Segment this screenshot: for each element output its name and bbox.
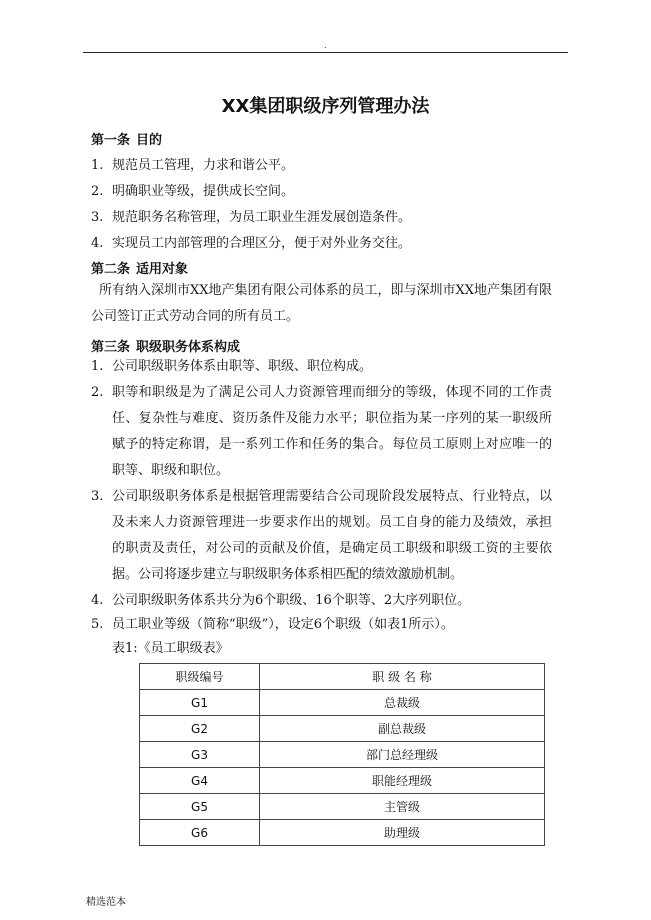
item-number: 2. xyxy=(91,385,104,400)
item-number: 4. xyxy=(91,593,104,608)
article-3-item xyxy=(91,354,552,380)
table-row xyxy=(140,820,545,846)
item-text: 公司职级职务体系共分为6个职级、16个职等、2大序列职位。 xyxy=(112,593,471,608)
article-2-heading xyxy=(91,258,188,277)
footer-text: 精选范本 xyxy=(86,897,126,908)
item-text: 职等和职级是为了满足公司人力资源管理而细分的等级，体现不同的工作责任、复杂性与难度、资历条件及能力水平；职位指为某一序列的某一职级所赋予的特定称谓，是一系列工作和任务的集合。每位员工原则上对应唯一的职等、职级和职位。 xyxy=(112,385,552,478)
article-2-body: 所有纳入深圳市XX地产集团有限公司体系的员工，即与深圳市XX地产集团有限公司签订正式劳动合同的所有员工。 xyxy=(91,283,553,324)
article-3-title: 职级职务体系构成 xyxy=(136,340,241,355)
table-header-row xyxy=(140,664,545,690)
article-1-heading xyxy=(91,129,162,148)
article-1-item xyxy=(91,232,411,251)
item-number: 5. xyxy=(91,617,104,632)
table-row xyxy=(140,716,545,742)
column-header-grade-code: 职级编号 xyxy=(140,664,260,690)
article-1-number: 第一条 xyxy=(91,133,131,148)
grade-name: 主管级 xyxy=(260,794,545,820)
table-row xyxy=(140,690,545,716)
grade-name: 助理级 xyxy=(260,820,545,846)
article-1-item xyxy=(91,154,294,173)
grade-name: 职能经理级 xyxy=(260,768,545,794)
item-number: 4. xyxy=(91,236,104,251)
article-1-item xyxy=(91,180,294,199)
article-3-number: 第三条 xyxy=(91,340,131,355)
grade-code: G4 xyxy=(140,768,260,794)
article-1-item xyxy=(91,206,411,225)
item-number: 2. xyxy=(91,184,104,199)
grade-table xyxy=(139,663,545,846)
column-header-grade-name: 职 级 名 称 xyxy=(260,664,545,690)
article-3-item xyxy=(91,380,552,484)
article-3-heading xyxy=(91,336,240,355)
grade-name: 总裁级 xyxy=(260,690,545,716)
item-number: 1. xyxy=(91,359,104,374)
item-text: 规范职务名称管理，为员工职业生涯发展创造条件。 xyxy=(112,210,412,225)
item-number: 3. xyxy=(91,489,104,504)
item-text: 规范员工管理，力求和谐公平。 xyxy=(112,158,295,173)
table-caption: 表1:《员工职级表》 xyxy=(112,641,229,656)
document-title: XX集团职级序列管理办法 xyxy=(221,96,430,117)
article-3-item xyxy=(91,612,552,638)
item-text: 公司职级职务体系由职等、职级、职位构成。 xyxy=(112,359,373,374)
grade-code: G6 xyxy=(140,820,260,846)
grade-code: G2 xyxy=(140,716,260,742)
table-row xyxy=(140,768,545,794)
article-3-item xyxy=(91,588,552,614)
item-text: 公司职级职务体系是根据管理需要结合公司现阶段发展特点、行业特点，以及未来人力资源管理进一步要求作出的规划。员工自身的能力及绩效，承担的职责及责任，对公司的贡献及价值，是确定员工职级和职级工资的主要依据。公司将逐步建立与职级职务体系相匹配的绩效激励机制。 xyxy=(112,489,552,582)
item-number: 3. xyxy=(91,210,104,225)
item-text: 明确职业等级，提供成长空间。 xyxy=(112,184,295,199)
item-number: 1. xyxy=(91,158,104,173)
header-rule xyxy=(83,52,568,53)
table-row xyxy=(140,742,545,768)
grade-name: 部门总经理级 xyxy=(260,742,545,768)
article-3-item xyxy=(91,484,552,588)
grade-code: G1 xyxy=(140,690,260,716)
article-2-title: 适用对象 xyxy=(136,262,189,277)
grade-code: G5 xyxy=(140,794,260,820)
item-text: 实现员工内部管理的合理区分，便于对外业务交往。 xyxy=(112,236,412,251)
item-text: 员工职业等级（简称“职级”），设定6个职级（如表1所示）。 xyxy=(112,617,454,632)
table-row xyxy=(140,794,545,820)
article-2-number: 第二条 xyxy=(91,262,131,277)
grade-code: G3 xyxy=(140,742,260,768)
header-mark: . xyxy=(324,41,327,50)
grade-name: 副总裁级 xyxy=(260,716,545,742)
article-1-title: 目的 xyxy=(136,133,163,148)
